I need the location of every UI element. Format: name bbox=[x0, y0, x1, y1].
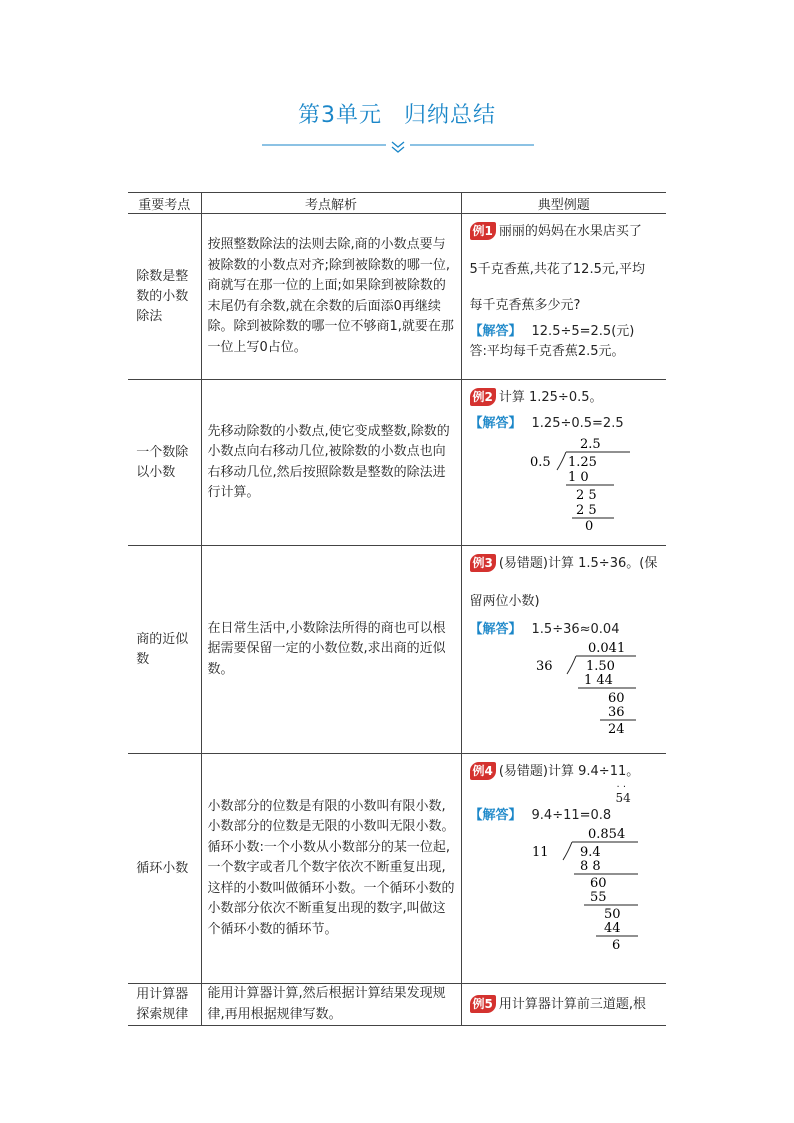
repeating-digits: 54 bbox=[615, 791, 631, 805]
division-divisor: 0.5 bbox=[529, 455, 551, 470]
example-cell bbox=[461, 214, 666, 380]
header-analysis: 考点解析 bbox=[201, 193, 461, 214]
division-step: 55 bbox=[589, 890, 607, 905]
answer-text: 12.5÷5=2.5(元) bbox=[531, 324, 635, 339]
division-step: 2 5 bbox=[575, 503, 597, 518]
division-dividend: 1.50 bbox=[585, 659, 615, 674]
question-line: 计算 1.25÷0.5。 bbox=[498, 390, 603, 405]
header-example: 典型例题 bbox=[461, 193, 666, 214]
topic-cell: 商的近似数 bbox=[136, 631, 189, 667]
long-division bbox=[510, 826, 667, 950]
division-step: 60 bbox=[607, 691, 625, 706]
division-step: 1 44 bbox=[583, 673, 613, 688]
example-cell bbox=[461, 754, 666, 984]
question-line: 5千克香蕉,共花了12.5元,平均 bbox=[469, 262, 645, 277]
question-line: 每千克香蕉多少元? bbox=[469, 298, 581, 313]
answer-text: 9.4÷11=0.8 bbox=[531, 808, 612, 823]
example-cell bbox=[461, 984, 666, 1026]
division-step: 0 bbox=[584, 519, 593, 530]
division-step: 24 bbox=[607, 722, 625, 734]
division-quotient: 0.041 bbox=[587, 641, 625, 656]
long-division bbox=[510, 640, 667, 734]
table-header-row bbox=[128, 193, 666, 214]
title-divider bbox=[262, 140, 534, 154]
division-dividend: 9.4 bbox=[579, 845, 601, 860]
example-cell bbox=[461, 546, 666, 754]
analysis-cell: 在日常生活中,小数除法所得的商也可以根据需要保留一定的小数位数,求出商的近似数。 bbox=[201, 546, 461, 754]
example-badge: 例2 bbox=[470, 388, 496, 406]
example-badge: 例5 bbox=[470, 995, 496, 1013]
topic-cell: 除数是整数的小数除法 bbox=[136, 268, 189, 324]
division-step: 8 8 bbox=[579, 859, 601, 874]
answer-text: 1.5÷36≈0.04 bbox=[531, 622, 620, 637]
division-quotient: 2.5 bbox=[579, 437, 601, 452]
analysis-cell bbox=[201, 754, 461, 984]
page-title-main: 第3单元 bbox=[297, 103, 382, 128]
answer-label: 【解答】 bbox=[469, 622, 522, 637]
table-row bbox=[128, 546, 666, 754]
question-line: 用计算器计算前三道题,根 bbox=[498, 996, 646, 1012]
page-title-sub: 归纳总结 bbox=[403, 103, 496, 128]
answer-label: 【解答】 bbox=[469, 324, 522, 339]
division-step: 60 bbox=[589, 876, 607, 891]
analysis-cell: 先移动除数的小数点,使它变成整数,除数的小数点向右移动几位,被除数的小数点也向右移动几位,然后按照除数是整数的除法进行计算。 bbox=[201, 380, 461, 546]
division-quotient: 0.854 bbox=[587, 827, 625, 842]
division-dividend: 1.25 bbox=[567, 455, 597, 470]
analysis-paragraph: 循环小数:一个小数从小数部分的某一位起,一个数字或者几个数字依次不断重复出现,这样的小数叫做循环小数。一个循环小数的小数部分依次不断重复出现的数字,叫做这个循环小数的循环节。 bbox=[207, 839, 455, 937]
analysis-cell: 能用计算器计算,然后根据计算结果发现规律,再用根据规律写数。 bbox=[201, 984, 461, 1026]
table-row bbox=[128, 754, 666, 984]
division-step: 1 0 bbox=[567, 470, 589, 485]
topic-cell: 一个数除以小数 bbox=[136, 444, 189, 480]
question-line: 留两位小数) bbox=[469, 594, 540, 609]
topic-cell: 循环小数 bbox=[136, 860, 189, 876]
division-divisor: 36 bbox=[535, 659, 553, 674]
analysis-cell: 按照整数除法的法则去除,商的小数点要与被除数的小数点对齐;除到被除数的哪一位,商就写在那一位的上面;如果除到被除数的末尾仍有余数,就在余数的后面添0再继续除。除到被除数的哪一位不够商1,就要在那一位上写0占位。 bbox=[201, 214, 461, 380]
table-row bbox=[128, 380, 666, 546]
division-step: 36 bbox=[607, 705, 625, 720]
division-divisor: 11 bbox=[531, 845, 549, 860]
question-line: (易错题)计算 1.5÷36。(保 bbox=[498, 556, 658, 571]
answer-text: 1.25÷0.5=2.5 bbox=[531, 416, 624, 431]
division-step: 2 5 bbox=[575, 488, 597, 503]
division-step: 50 bbox=[603, 907, 621, 922]
table-row bbox=[128, 984, 666, 1026]
example-badge: 例1 bbox=[470, 222, 496, 240]
answer-sentence: 答:平均每千克香蕉2.5元。 bbox=[469, 344, 625, 359]
table-row bbox=[128, 214, 666, 380]
topic-cell: 用计算器探索规律 bbox=[136, 986, 189, 1022]
answer-label: 【解答】 bbox=[469, 416, 522, 431]
example-badge: 例4 bbox=[470, 762, 496, 780]
question-line: (易错题)计算 9.4÷11。 bbox=[498, 764, 640, 779]
answer-label: 【解答】 bbox=[469, 808, 522, 823]
example-badge: 例3 bbox=[470, 554, 496, 572]
division-step: 6 bbox=[611, 938, 620, 950]
question-line: 丽丽的妈妈在水果店买了 bbox=[498, 224, 642, 239]
repeat-dots: · · bbox=[616, 782, 627, 793]
division-step: 44 bbox=[603, 921, 621, 936]
example-cell bbox=[461, 380, 666, 546]
page-title bbox=[0, 98, 794, 129]
long-division bbox=[510, 434, 667, 530]
summary-table bbox=[128, 192, 666, 1026]
chevron-down-icon bbox=[392, 142, 404, 147]
analysis-paragraph: 小数部分的位数是有限的小数叫有限小数,小数部分的位数是无限的小数叫无限小数。 bbox=[207, 798, 455, 835]
header-topic: 重要考点 bbox=[128, 193, 201, 214]
